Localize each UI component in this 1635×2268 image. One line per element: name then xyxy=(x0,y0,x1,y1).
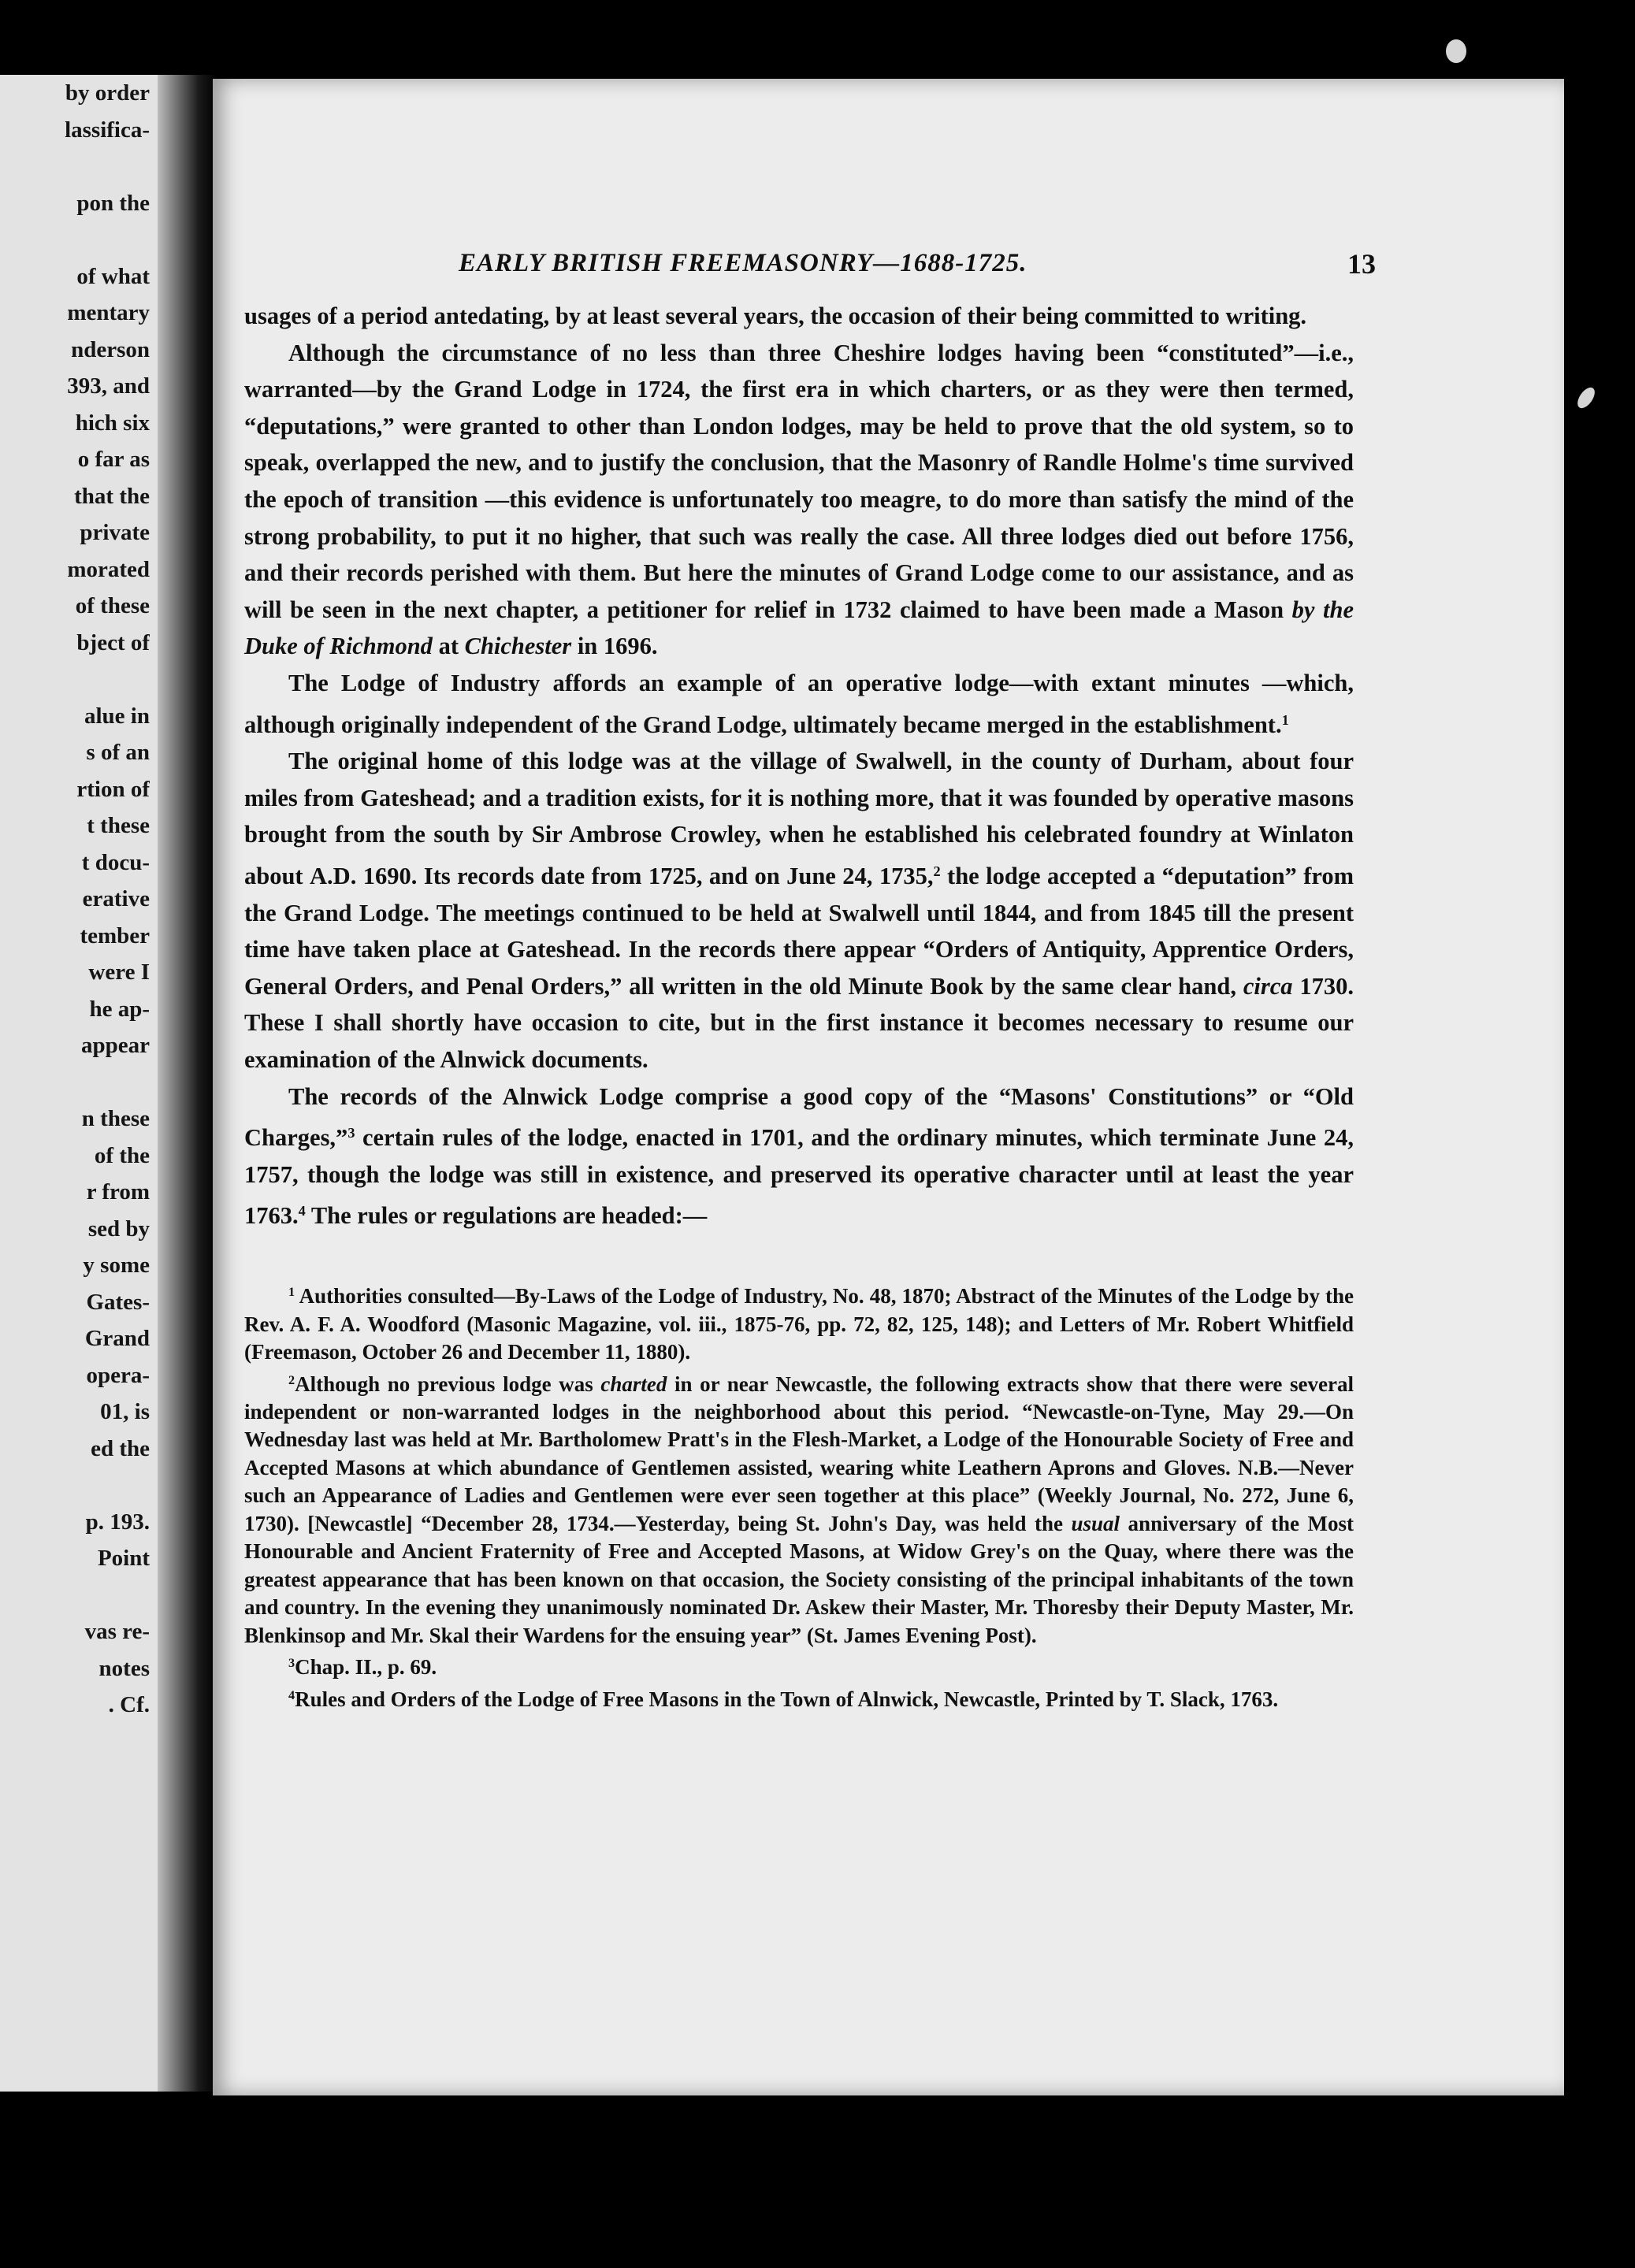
facing-page-line: of the xyxy=(94,1142,150,1168)
body-text xyxy=(244,298,1354,1234)
footnote-ref: 4 xyxy=(298,1203,306,1219)
facing-page-line xyxy=(0,1467,150,1504)
facing-page-line: . Cf. xyxy=(108,1692,150,1717)
facing-page-line: private xyxy=(80,520,150,545)
facing-page-line: vas re- xyxy=(84,1619,150,1644)
text-column xyxy=(244,246,1376,1713)
running-title: EARLY BRITISH FREEMASONRY—1688-1725. xyxy=(459,249,1027,277)
facing-page-line: by order xyxy=(65,80,150,106)
facing-page-line: morated xyxy=(67,556,150,582)
facing-page-line: n these xyxy=(81,1106,150,1131)
facing-page-line: opera- xyxy=(86,1362,150,1388)
facing-page-line: t these xyxy=(87,813,150,838)
facing-page-line: o far as xyxy=(77,447,150,472)
facing-page-line: appear xyxy=(81,1033,150,1058)
facing-page-line: that the xyxy=(74,483,150,509)
book-page xyxy=(213,79,1564,2095)
facing-page-line: 01, is xyxy=(100,1399,150,1424)
facing-page-line: r from xyxy=(86,1179,150,1205)
facing-page-line: hich six xyxy=(75,410,150,436)
facing-page-line: ed the xyxy=(91,1435,150,1461)
facing-page-line: mentary xyxy=(67,300,150,325)
facing-page-line: notes xyxy=(98,1655,150,1681)
facing-page-line xyxy=(0,1577,150,1614)
facing-page-line: of these xyxy=(75,593,150,618)
facing-page-line: rtion of xyxy=(76,776,150,802)
facing-page-line: tember xyxy=(80,922,150,948)
facing-page-line: t docu- xyxy=(81,849,150,875)
facing-page-line: of what xyxy=(76,263,150,289)
facing-page-line xyxy=(0,661,150,698)
page-number: 13 xyxy=(1347,248,1376,280)
facing-page-line: y some xyxy=(83,1253,150,1278)
facing-page-line: nderson xyxy=(71,336,150,362)
paragraph: usages of a period antedating, by at least several years, the occasion of their being committed to writing. xyxy=(244,303,1307,329)
footnote: $^4$Rules and Orders of the Lodge of Free Masons in the Town of Alnwick, Newcastle, Printed by T. Slack, 1763. xyxy=(288,1687,1279,1711)
paragraph: The original home of this lodge was at the village of Swalwell, in the county of Durham, about four miles from Gateshead; and a tradition exists, for it is nothing more, that it was founded by operative masons brought from the south by Sir Ambrose Crowley, when he established his celebrated foundry at Winlaton about A.D. 1690. Its records date from 1725, and on June 24, 1735,$^2$ the lodge accepted a “deputation” from the Grand Lodge. The meetings continued to be held at Swalwell until 1844, and from 1845 till the present time have taken place at Gateshead. In the records there appear “Orders of Antiquity, Apprentice Orders, General Orders, and Penal Orders,” all written in the old Minute Book by the same clear hand, circa 1730. These I shall shortly have occasion to cite, but in the first instance it becomes necessary to resume our examination of the Alnwick documents. xyxy=(244,748,1354,1073)
facing-page-line: 393, and xyxy=(67,373,150,399)
footnotes xyxy=(244,1279,1354,1713)
facing-page-line: pon the xyxy=(76,190,150,216)
footnote: $^3$Chap. II., p. 69. xyxy=(288,1655,437,1680)
footnote: $^2$Although no previous lodge was charted in or near Newcastle, the following extracts show that there were several independent or non-warranted lodges in the neighborhood about this period. “Newcastle-on-Tyne, May 29.—On Wednesday last was held at Mr. Bartholomew Pratt's in the Flesh-Market, a Lodge of the Honourable Society of Free and Accepted Masons at which abundance of Gentlemen assisted, wearing white Leathern Aprons and Gloves. N.B.—Never such an Appearance of Ladies and Gentlemen were ever seen together at this place” (Weekly Journal, No. 272, June 6, 1730). [Newcastle] “December 28, 1734.—Yesterday, being St. John's Day, was held the usual anniversary of the Most Honourable and Ancient Fraternity of Free and Accepted Masons, at Widow Grey's on the Quay, where there was the greatest appearance that has been known on that occasion, the Society consisting of the principal inhabitants of the town and country. In the evening they unanimously nominated Dr. Askew their Master, Mr. Thoresby their Deputy Master, Mr. Blenkinsop and Mr. Skal their Wardens for the ensuing year” (St. James Evening Post). xyxy=(244,1372,1354,1647)
facing-page-line xyxy=(0,221,150,258)
page-header xyxy=(244,246,1376,298)
facing-page-line: Point xyxy=(97,1546,150,1571)
paragraph: Although the circumstance of no less than three Cheshire lodges having been “constituted”—i.e., warranted—by the Grand Lodge in 1724, the first era in which charters, or as they were then termed, “deputations,” were granted to other than London lodges, may be held to prove that the old system, so to speak, overlapped the new, and to justify the conclusion, that the Masonry of Randle Holme's time survived the epoch of transition —this evidence is unfortunately too meagre, to do more than satisfy the mind of the strong probability, to put it no higher, that such was really the case. All three lodges died out before 1756, and their records perished with them. But here the minutes of Grand Lodge come to our assistance, and as will be seen in the next chapter, a petitioner for relief in 1732 claimed to have been made a Mason by the Duke of Richmond at Chichester in 1696. xyxy=(244,339,1354,660)
facing-page-line: bject of xyxy=(76,629,150,655)
footnote-ref: 1 xyxy=(1281,711,1289,728)
facing-page-line xyxy=(0,1064,150,1101)
paragraph: The Lodge of Industry affords an example of an operative lodge—with extant minutes —which, although originally independent of the Grand Lodge, ultimately became merged in the establishment.$^1$ xyxy=(244,669,1354,738)
facing-page-fragment xyxy=(0,75,173,2092)
facing-page-line: Grand xyxy=(84,1326,150,1351)
facing-page-line: p. 193. xyxy=(85,1509,150,1535)
facing-page-line: alue in xyxy=(84,703,150,729)
facing-page-line xyxy=(0,148,150,185)
facing-page-line: lassifica- xyxy=(65,117,150,143)
paragraph: The records of the Alnwick Lodge comprise a good copy of the “Masons' Constitutions” or “Old Charges,”$^3$ certain rules of the lodge, enacted in 1701, and the ordinary minutes, which terminate June 24, 1757, though the lodge was still in existence, and preserved its operative character until at least the year 1763.$^4$ The rules or regulations are headed:— xyxy=(244,1082,1354,1230)
facing-page-text xyxy=(0,75,150,1724)
facing-page-line: Gates- xyxy=(86,1289,150,1315)
book-gutter xyxy=(158,75,217,2092)
footnote-ref: 3 xyxy=(347,1125,355,1141)
facing-page-line: s of an xyxy=(86,740,150,765)
facing-page-line: he ap- xyxy=(89,996,150,1022)
facing-page-line: erative xyxy=(82,886,150,911)
footnote-ref: 2 xyxy=(933,863,941,879)
facing-page-line: sed by xyxy=(87,1216,150,1242)
footnote: $^1$ Authorities consulted—By-Laws of the Lodge of Industry, No. 48, 1870; Abstract of the Minutes of the Lodge by the Rev. A. F. A. Woodford (Masonic Magazine, vol. iii., 1875-76, pp. 72, 82, 125, 148); and Letters of Mr. Robert Whitfield (Freemason, October 26 and December 11, 1880). xyxy=(244,1284,1354,1364)
scan-speck xyxy=(1446,39,1466,63)
facing-page-line: were I xyxy=(88,960,150,985)
